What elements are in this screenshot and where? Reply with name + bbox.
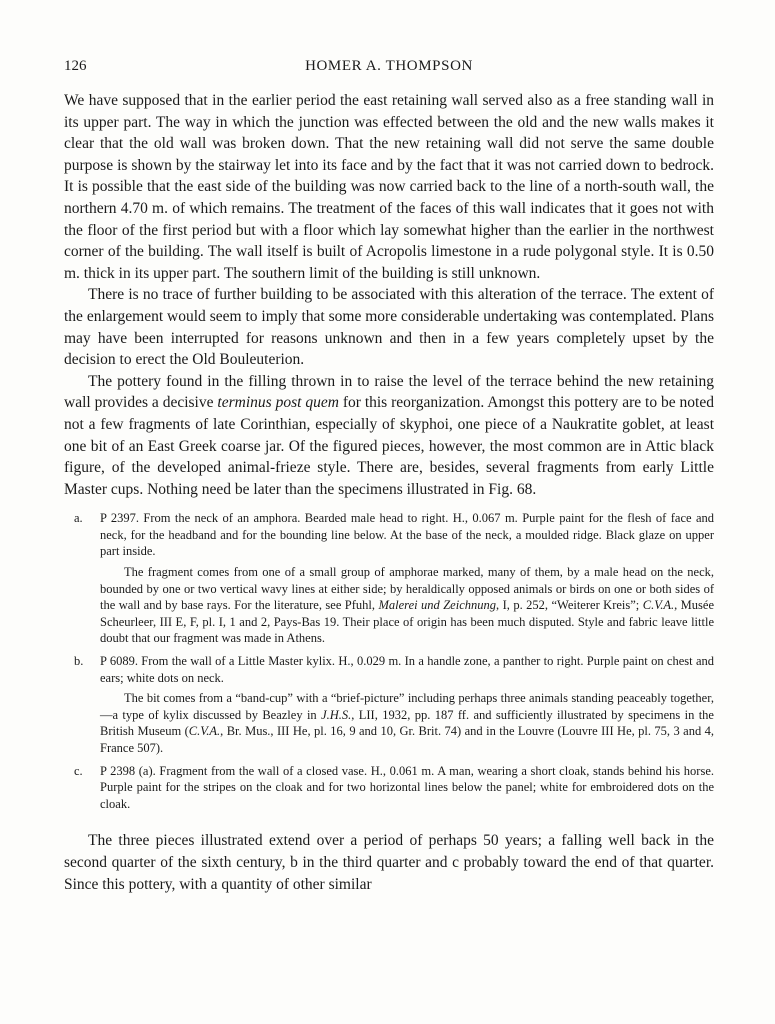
note-b [64, 653, 714, 757]
running-title: HOMER A. THOMPSON [305, 58, 473, 74]
catalogue-notes [64, 510, 714, 812]
note-c [64, 763, 714, 813]
note-a [64, 510, 714, 647]
page-number: 126 [64, 58, 87, 74]
note-commentary: The bit comes from a “band-cup” with a “brief-picture” including perhaps three animals standing peaceably together,—a type of kylix discussed by Beazley in J.H.S., LII, 1932, pp. 187 ff. and sufficiently illustrated by specimens in the British Museum (C.V.A., Br. Mus., III He, pl. 16, 9 and 10, Gr. Brit. 74) and in the Louvre (Louvre III He, pl. 75, 3 and 4, France 507). [100, 691, 714, 755]
main-text [64, 90, 714, 895]
page-header [64, 58, 714, 80]
paragraph-pottery: The pottery found in the filling thrown in to raise the level of the terrace behind the new retaining wall provides a decisive terminus post quem for this reorganization. Amongst this pottery are to be noted not a few fragments of late Corinthian, especially of skyphoi, one piece of a Naukratite goblet, at least one bit of an East Greek coarse jar. Of the figured pieces, however, the most common are in Attic black figure, of the developed animal-frieze style. There are, besides, several fragments from early Little Master cups. Nothing need be later than the specimens illustrated in Fig. 68. [64, 372, 714, 498]
paragraph-dating: The three pieces illustrated extend over a period of perhaps 50 years; a falling well back in the second quarter of the sixth century, b in the third quarter and c probably toward the end of that quarter. Since this pottery, with a quantity of other similar [64, 832, 714, 893]
paragraph-retaining-wall: We have supposed that in the earlier period the east retaining wall served also as a free standing wall in its upper part. The way in which the junction was effected between the old and the new walls makes it clear that the old wall was broken down. That the new retaining wall did not serve the same double purpose is shown by the stairway let into its face and by the fact that it was not carried down to bedrock. It is possible that the east side of the building was now carried back to the line of a north-south wall, the northern 4.70 m. of which remains. The treatment of the faces of this wall indicates that it goes not with the floor of the first period but with a floor which lay somewhat higher than the earlier in the northwest corner of the building. The wall itself is built of Acropolis limestone in a rude polygonal style. It is 0.50 m. thick in its upper part. The southern limit of the building is still unknown. [64, 92, 714, 282]
note-commentary: The fragment comes from one of a small group of amphorae marked, many of them, by a male head on the neck, bounded by one or two vertical wavy lines at either side; by heraldically opposed animals or birds on one or both sides of the wall and by base rays. For the literature, see Pfuhl, Malerei und Zeichnung, I, p. 252, “Weiterer Kreis”; C.V.A., Musée Scheurleer, III E, F, pl. I, 1 and 2, Pays-Bas 19. Their place of origin has been much disputed. Style and fabric leave little doubt that our fragment was made in Athens. [100, 565, 715, 646]
note-main: P 2398 (a). Fragment from the wall of a closed vase. H., 0.061 m. A man, wearing a short cloak, stands behind his horse. Purple paint for the stripes on the cloak and for two horizontal lines below the panel; white for embroidered dots on the cloak. [100, 763, 714, 811]
note-main: P 6089. From the wall of a Little Master kylix. H., 0.029 m. In a handle zone, a panther to right. Purple paint on chest and ears; white dots on neck. [100, 654, 714, 685]
note-label: c. [74, 763, 83, 778]
note-label: a. [74, 511, 83, 526]
note-label: b. [74, 654, 84, 669]
note-main: P 2397. From the neck of an amphora. Bearded male head to right. H., 0.067 m. Purple paint for the flesh of face and neck, for the headband and for the bounding line below. At the base of the neck, a moulded ridge. Black glaze on upper part inside. [100, 511, 714, 559]
paragraph-terrace-alteration: There is no trace of further building to be associated with this alteration of the terrace. The extent of the enlargement would seem to imply that some more considerable undertaking was contemplated. Plans may have been interrupted for reasons unknown and then in a few years completely upset by the decision to erect the Old Bouleuterion. [64, 286, 714, 369]
italic-term: terminus post quem [217, 394, 339, 412]
